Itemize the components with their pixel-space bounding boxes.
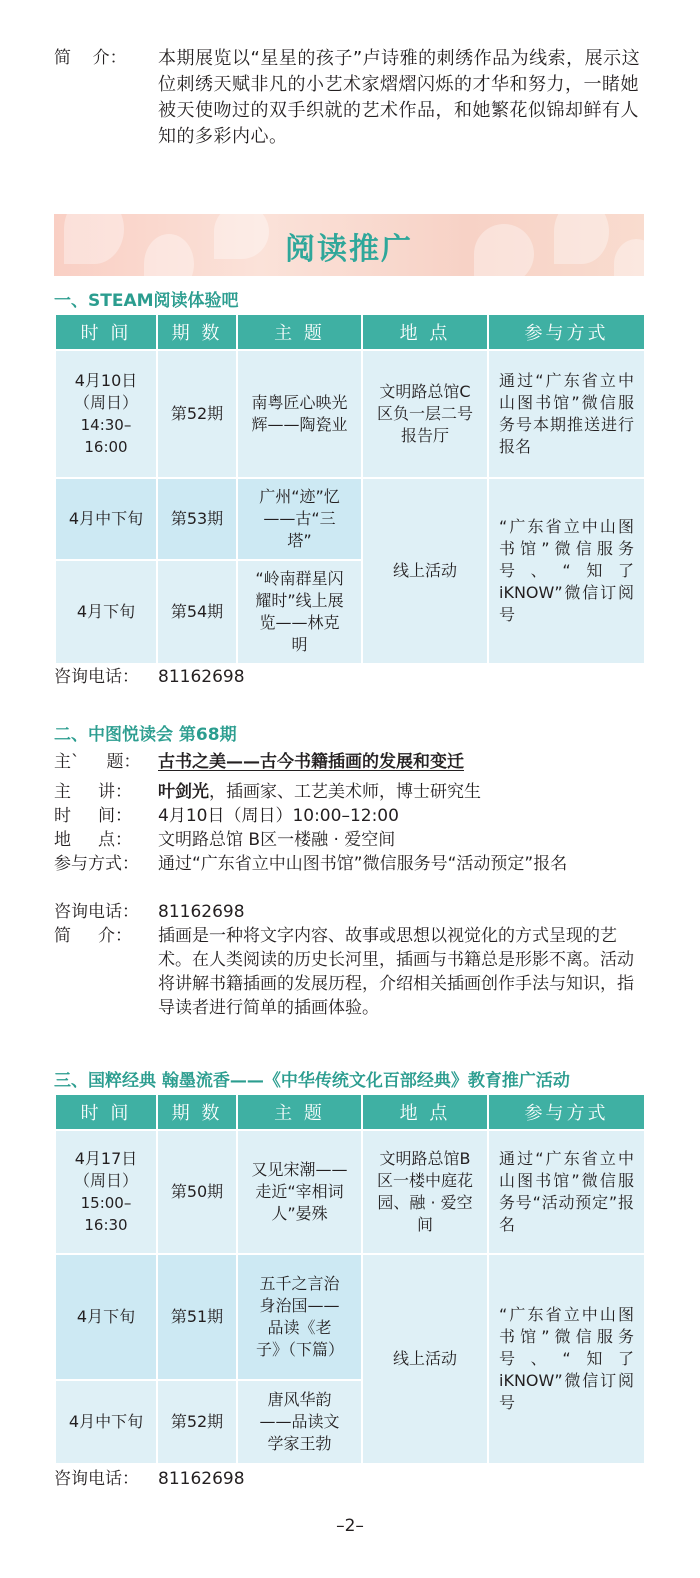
time-text: 4月10日（周日）10:00–12:00 bbox=[158, 806, 399, 826]
header-time: 时 间 bbox=[55, 1094, 157, 1130]
place-text: 文明路总馆 B区一楼融 · 爱空间 bbox=[158, 830, 396, 850]
header-theme: 主 题 bbox=[237, 314, 362, 350]
speaker-name: 叶剑光 bbox=[158, 782, 209, 802]
method-label: 参与方式： bbox=[54, 854, 139, 874]
cell-time bbox=[55, 350, 157, 478]
time-date: 4月10日 bbox=[74, 371, 138, 390]
time-weekday: （周日） bbox=[73, 1171, 138, 1190]
cell-time: 4月中下旬 bbox=[55, 478, 157, 560]
cell-method: 通过“广东省立中山图书馆”微信服务号“活动预定”报名 bbox=[488, 1130, 645, 1254]
cell-place-shared: 线上活动 bbox=[362, 1254, 488, 1464]
cell-theme: 南粤匠心映光辉——陶瓷业 bbox=[237, 350, 362, 478]
speaker-label: 主 讲： bbox=[54, 782, 133, 802]
reading-promotion-banner bbox=[54, 214, 644, 276]
cell-theme: 唐风华韵——品读文学家王勃 bbox=[237, 1380, 362, 1464]
cell-method-shared: “广东省立中山图书馆”微信服务号、“知了iKNOW”微信订阅号 bbox=[488, 1254, 645, 1464]
intro-label: 简 介： bbox=[54, 48, 127, 68]
time-weekday: （周日） bbox=[73, 393, 138, 412]
section1-title: 一、STEAM阅读体验吧 bbox=[54, 291, 239, 311]
cell-theme: 又见宋潮——走近“宰相词人”晏殊 bbox=[237, 1130, 362, 1254]
cell-place: 文明路总馆C区负一层二号报告厅 bbox=[362, 350, 488, 478]
cell-method-shared: “广东省立中山图书馆”微信服务号、“知了iKNOW”微信订阅号 bbox=[488, 478, 645, 664]
classics-schedule-table bbox=[54, 1093, 646, 1465]
place-label: 地 点： bbox=[54, 830, 133, 850]
header-method: 参与方式 bbox=[488, 1094, 645, 1130]
cell-theme: 广州“迹”忆——古“三塔” bbox=[237, 478, 362, 560]
cell-method: 通过“广东省立中山图书馆”微信服务号本期推送进行报名 bbox=[488, 350, 645, 478]
header-method: 参与方式 bbox=[488, 314, 645, 350]
table-row bbox=[55, 1130, 645, 1254]
page-number: –2– bbox=[336, 1516, 364, 1536]
cell-issue: 第54期 bbox=[157, 560, 237, 664]
cell-issue: 第53期 bbox=[157, 478, 237, 560]
table-row bbox=[55, 478, 645, 560]
steam-schedule-table bbox=[54, 313, 646, 665]
intro-text: 插画是一种将文字内容、故事或思想以视觉化的方式呈现的艺术。在人类阅读的历史长河里，插画与书籍总是形影不离。活动将讲解书籍插画的发展历程，介绍相关插画创作手法与知识，指导读者进行简单的插画体验。 bbox=[158, 926, 634, 1018]
header-issue: 期 数 bbox=[157, 1094, 237, 1130]
speaker-desc: ，插画家、工艺美术师，博士研究生 bbox=[209, 782, 481, 802]
cell-issue: 第52期 bbox=[157, 1380, 237, 1464]
cell-time: 4月下旬 bbox=[55, 560, 157, 664]
time-label: 时 间： bbox=[54, 806, 133, 826]
table-row bbox=[55, 350, 645, 478]
phone-number: 81162698 bbox=[158, 667, 245, 687]
section3-title: 三、国粹经典 翰墨流香——《中华传统文化百部经典》教育推广活动 bbox=[54, 1071, 570, 1091]
cell-issue: 第50期 bbox=[157, 1130, 237, 1254]
intro-text: 本期展览以“星星的孩子”卢诗雅的刺绣作品为线索，展示这位刺绣天赋非凡的小艺术家熠熠闪烁的才华和努力，一睹她被天使吻过的双手织就的艺术作品，和她繁花似锦却鲜有人知的多彩内心。 bbox=[158, 48, 641, 147]
cell-issue: 第51期 bbox=[157, 1254, 237, 1380]
topic-text: 古书之美——古今书籍插画的发展和变迁 bbox=[158, 752, 464, 772]
cell-issue: 第52期 bbox=[157, 350, 237, 478]
header-place: 地 点 bbox=[362, 1094, 488, 1130]
cell-place: 文明路总馆B区一楼中庭花园、融 · 爱空间 bbox=[362, 1130, 488, 1254]
table-row bbox=[55, 1254, 645, 1380]
phone-label: 咨询电话： bbox=[54, 902, 139, 922]
time-date: 4月17日 bbox=[74, 1149, 138, 1168]
cell-theme: 五千之言治身治国——品读《老子》（下篇） bbox=[237, 1254, 362, 1380]
header-theme: 主 题 bbox=[237, 1094, 362, 1130]
phone-label: 咨询电话： bbox=[54, 667, 139, 687]
cell-place-shared: 线上活动 bbox=[362, 478, 488, 664]
time-hours: 14:30–16:00 bbox=[80, 416, 132, 456]
cell-time bbox=[55, 1130, 157, 1254]
method-text: 通过“广东省立中山图书馆”微信服务号“活动预定”报名 bbox=[158, 854, 568, 874]
cell-time: 4月下旬 bbox=[55, 1254, 157, 1380]
cell-time: 4月中下旬 bbox=[55, 1380, 157, 1464]
phone-label: 咨询电话： bbox=[54, 1469, 139, 1489]
banner-title: 阅读推广 bbox=[285, 232, 413, 267]
section2-title: 二、中图悦读会 第68期 bbox=[54, 725, 237, 745]
cell-theme: “岭南群星闪耀时”线上展览——林克明 bbox=[237, 560, 362, 664]
phone-number: 81162698 bbox=[158, 1469, 245, 1489]
phone-number: 81162698 bbox=[158, 902, 245, 922]
topic-label: 主` 题： bbox=[54, 752, 141, 772]
table-header-row bbox=[55, 314, 645, 350]
header-time: 时 间 bbox=[55, 314, 157, 350]
header-issue: 期 数 bbox=[157, 314, 237, 350]
header-place: 地 点 bbox=[362, 314, 488, 350]
time-hours: 15:00–16:30 bbox=[80, 1194, 132, 1234]
intro-label: 简 介： bbox=[54, 926, 133, 946]
table-header-row bbox=[55, 1094, 645, 1130]
